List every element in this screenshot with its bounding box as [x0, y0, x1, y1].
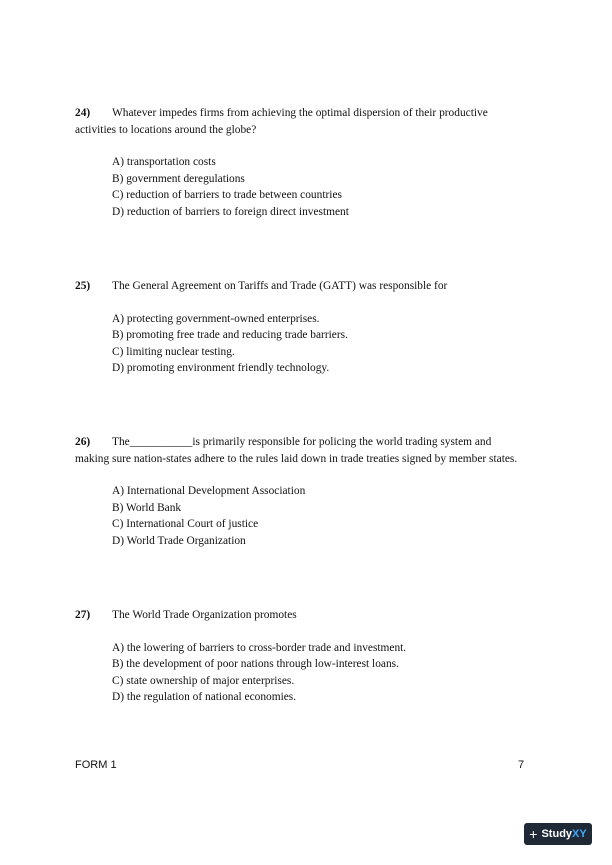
- option-d: D) the regulation of national economies.: [112, 691, 297, 703]
- option-b: B) promoting free trade and reducing trade barriers.: [112, 329, 348, 341]
- question-25: [75, 278, 535, 377]
- option-a: A) protecting government-owned enterprises.: [112, 312, 320, 325]
- question-text: The General Agreement on Tariffs and Trade (GATT) was responsible for: [112, 280, 448, 292]
- question-26: [75, 434, 535, 549]
- option-d: D) reduction of barriers to foreign direct investment: [112, 205, 349, 218]
- answer-options: [112, 640, 535, 706]
- option-d: D) promoting environment friendly technology.: [112, 362, 330, 374]
- option-b: B) government deregulations: [112, 172, 245, 185]
- option-a: A) International Development Association: [112, 485, 306, 497]
- option-c: C) state ownership of major enterprises.: [112, 674, 295, 687]
- answer-options: [112, 154, 535, 220]
- question-text: The World Trade Organization promotes: [112, 609, 297, 621]
- option-b: B) the development of poor nations through low-interest loans.: [112, 658, 399, 670]
- option-a: A) the lowering of barriers to cross-border trade and investment.: [112, 641, 407, 654]
- option-c: C) reduction of barriers to trade between countries: [112, 189, 342, 201]
- option-c: C) International Court of justice: [112, 518, 259, 530]
- question-text: The___________is primarily responsible for policing the world trading system and: [112, 436, 492, 448]
- answer-options: [112, 311, 535, 377]
- question-number: 26): [75, 436, 91, 448]
- plus-icon: +: [529, 826, 538, 842]
- question-text: Whatever impedes firms from achieving the optimal dispersion of their productive: [112, 107, 488, 119]
- question-text-continued: making sure nation-states adhere to the rules laid down in trade treaties signed by member states.: [75, 452, 518, 465]
- question-text-continued: activities to locations around the globe?: [75, 123, 257, 136]
- option-a: A) transportation costs: [112, 156, 216, 168]
- footer-page-number: 7: [518, 759, 525, 771]
- question-27: [75, 607, 535, 706]
- option-b: B) World Bank: [112, 501, 182, 514]
- watermark-text: StudyXY: [541, 828, 587, 840]
- question-number: 24): [75, 107, 91, 119]
- option-c: C) limiting nuclear testing.: [112, 345, 235, 358]
- footer-form-label: FORM 1: [75, 759, 117, 771]
- question-number: 25): [75, 280, 91, 292]
- studyxy-watermark-badge: [524, 823, 592, 845]
- question-24: [75, 105, 535, 220]
- option-d: D) World Trade Organization: [112, 534, 246, 547]
- question-number: 27): [75, 609, 91, 621]
- answer-options: [112, 483, 535, 549]
